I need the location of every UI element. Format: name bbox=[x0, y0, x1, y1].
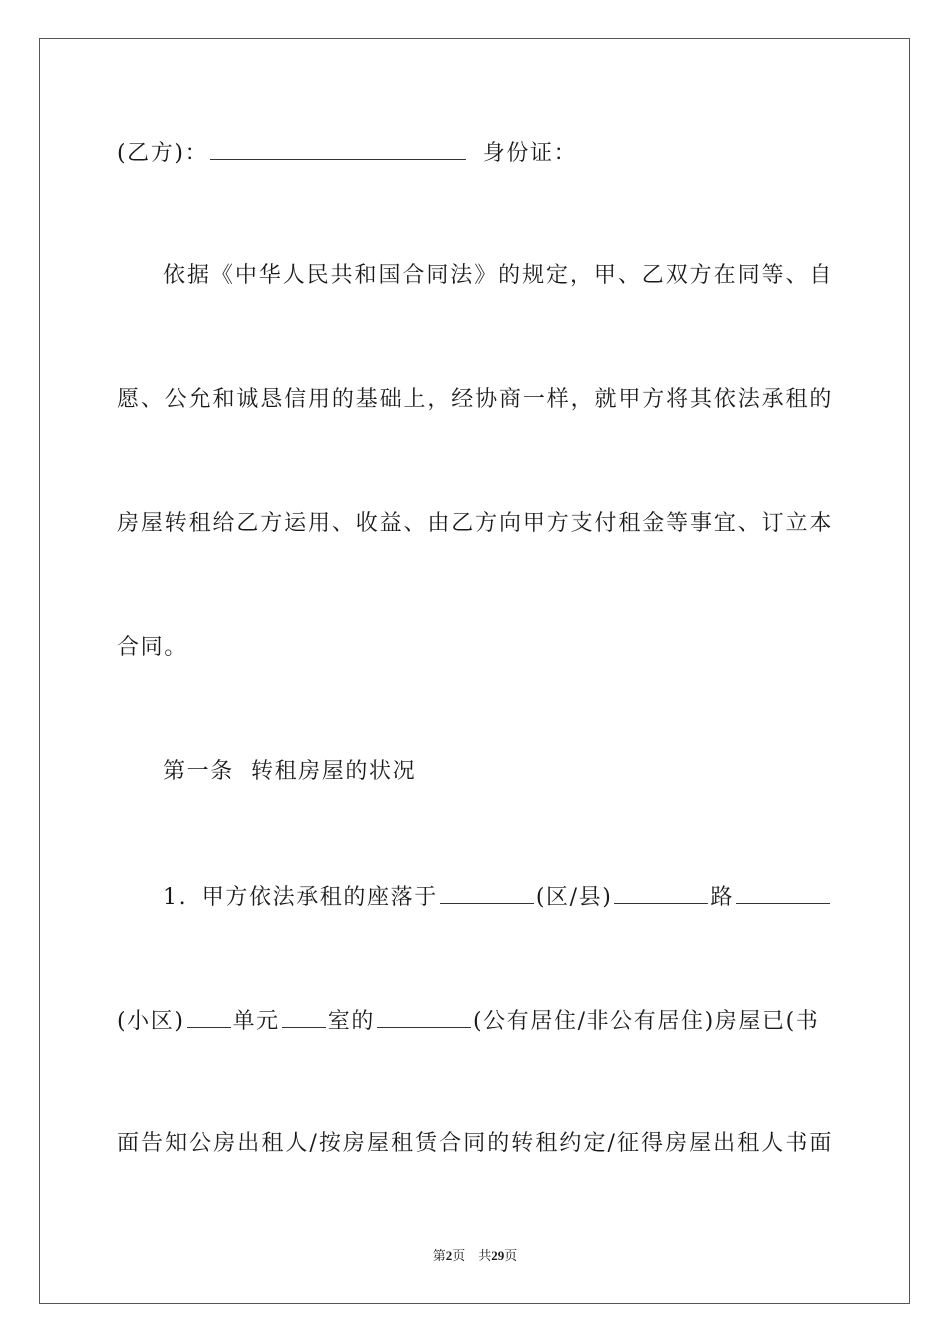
clause-1-text-c: 路 bbox=[710, 885, 735, 910]
footer-total-pages: 29 bbox=[491, 1248, 505, 1263]
clause-1-text-e: 单元 bbox=[232, 1009, 280, 1034]
party-b-name-blank bbox=[210, 137, 466, 160]
road-blank bbox=[614, 881, 708, 904]
footer-total-prefix: 共 bbox=[478, 1248, 492, 1263]
preamble-line-2: 愿、公允和诚恳信用的基础上，经协商一样，就甲方将其依法承租的 bbox=[117, 387, 833, 412]
id-card-label: 身份证： bbox=[482, 141, 578, 166]
housing-type-blank bbox=[377, 1005, 471, 1028]
clause-1-text-a: 甲方依法承租的座落于 bbox=[201, 885, 438, 910]
road-number-blank bbox=[736, 881, 830, 904]
preamble-line-1: 依据《中华人民共和国合同法》的规定，甲、乙双方在同等、自 bbox=[163, 263, 833, 288]
footer-page-number: 2 bbox=[445, 1248, 453, 1263]
clause-1-line-1 bbox=[163, 881, 833, 913]
page-footer bbox=[0, 1247, 950, 1265]
party-b-line bbox=[117, 137, 833, 169]
building-blank bbox=[187, 1005, 231, 1028]
article-1-heading: 第一条 转租房屋的状况 bbox=[163, 759, 417, 784]
footer-total-suffix: 页 bbox=[504, 1248, 518, 1263]
clause-1-text-d: (小区) bbox=[117, 1009, 185, 1034]
clause-1-text-g: (公有居住/非公有居住)房屋已(书 bbox=[472, 1009, 820, 1034]
clause-1-text-b: (区/县) bbox=[535, 885, 613, 910]
party-b-label: (乙方)： bbox=[117, 141, 209, 166]
clause-1-number: 1. bbox=[163, 885, 188, 910]
room-blank bbox=[282, 1005, 326, 1028]
clause-1-line-3: 面告知公房出租人/按房屋租赁合同的转租约定/征得房屋出租人书面 bbox=[117, 1131, 833, 1156]
preamble-line-4: 合同。 bbox=[117, 635, 188, 660]
clause-1-text-f: 室的 bbox=[327, 1009, 375, 1034]
preamble-line-3: 房屋转租给乙方运用、收益、由乙方向甲方支付租金等事宜、订立本 bbox=[117, 511, 833, 536]
page-frame bbox=[39, 38, 910, 1304]
clause-1-line-2 bbox=[117, 1005, 833, 1037]
footer-page-prefix: 第 bbox=[432, 1248, 446, 1263]
district-blank bbox=[440, 881, 534, 904]
footer-page-suffix: 页 bbox=[452, 1248, 466, 1263]
